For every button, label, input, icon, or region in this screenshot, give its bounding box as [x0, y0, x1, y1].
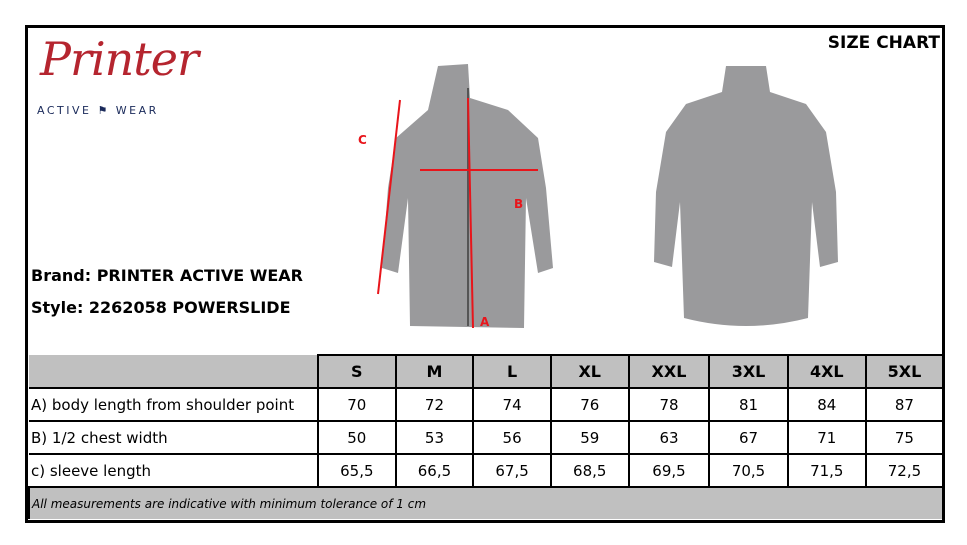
marker-a: A: [480, 315, 490, 328]
cell: 67,5: [473, 454, 551, 487]
cell: 76: [551, 388, 629, 421]
cell: 65,5: [318, 454, 396, 487]
table-row: [29, 421, 942, 454]
style-text: Style: 2262058 POWERSLIDE: [31, 298, 291, 317]
cell: 71: [788, 421, 866, 454]
page-title: SIZE CHART: [827, 33, 940, 53]
brand-logo: [34, 32, 198, 122]
logo-subtitle: ACTIVE ⚑ WEAR: [37, 104, 159, 117]
cell: 87: [866, 388, 942, 421]
table-row: [29, 454, 942, 487]
size-header-row: [29, 355, 942, 388]
size-header: M: [396, 355, 474, 388]
jacket-front-image: [348, 58, 578, 328]
cell: 69,5: [629, 454, 710, 487]
footnote: All measurements are indicative with minimum tolerance of 1 cm: [29, 487, 942, 519]
size-header: 4XL: [788, 355, 866, 388]
cell: 71,5: [788, 454, 866, 487]
header-blank: [29, 355, 318, 388]
cell: 67: [709, 421, 787, 454]
size-header: XL: [551, 355, 629, 388]
cell: 68,5: [551, 454, 629, 487]
table-row: [29, 388, 942, 421]
cell: 56: [473, 421, 551, 454]
cell: 50: [318, 421, 396, 454]
cell: 59: [551, 421, 629, 454]
row-label: c) sleeve length: [29, 454, 318, 487]
cell: 70,5: [709, 454, 787, 487]
cell: 84: [788, 388, 866, 421]
cell: 75: [866, 421, 942, 454]
size-header: XXL: [629, 355, 710, 388]
cell: 66,5: [396, 454, 474, 487]
row-label: A) body length from shoulder point: [29, 388, 318, 421]
cell: 72: [396, 388, 474, 421]
brand-text: Brand: PRINTER ACTIVE WEAR: [31, 266, 303, 285]
size-header: L: [473, 355, 551, 388]
cell: 81: [709, 388, 787, 421]
size-table: [28, 354, 942, 519]
row-label: B) 1/2 chest width: [29, 421, 318, 454]
size-header: 5XL: [866, 355, 942, 388]
size-header: 3XL: [709, 355, 787, 388]
logo-script: Printer: [40, 32, 198, 86]
marker-c: C: [358, 133, 367, 147]
jacket-back-image: [646, 62, 846, 332]
cell: 72,5: [866, 454, 942, 487]
marker-b: B: [514, 197, 524, 211]
footnote-row: [29, 487, 942, 519]
cell: 74: [473, 388, 551, 421]
cell: 63: [629, 421, 710, 454]
size-chart-frame: [25, 25, 945, 523]
cell: 53: [396, 421, 474, 454]
cell: 78: [629, 388, 710, 421]
size-header: S: [318, 355, 396, 388]
cell: 70: [318, 388, 396, 421]
